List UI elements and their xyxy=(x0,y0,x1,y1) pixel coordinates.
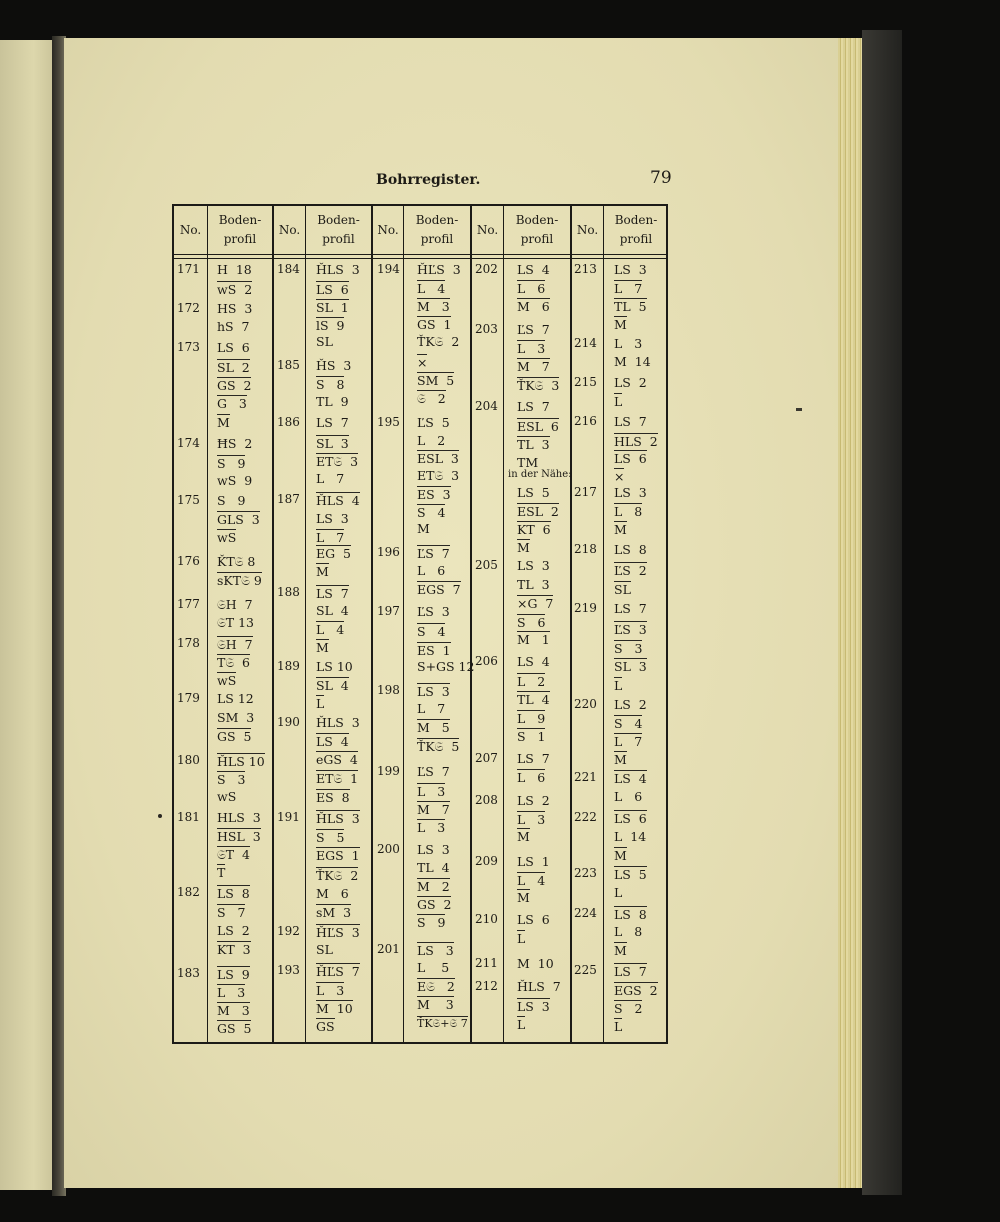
soil-profile-entry: ĽS 3 xyxy=(417,604,450,619)
soil-profile-entry: S 9 xyxy=(217,493,246,508)
boring-number: 220 xyxy=(574,697,597,711)
soil-profile-entry: GLS 3 xyxy=(217,512,260,527)
soil-profile-entry: S 3 xyxy=(614,641,643,656)
soil-profile-entry: L 6 xyxy=(417,563,446,578)
soil-profile-entry: M 10 xyxy=(316,1001,353,1016)
soil-profile-entry: E𝔖 2 xyxy=(417,979,455,994)
boring-number: 219 xyxy=(574,601,597,615)
soil-profile-entry: TL 9 xyxy=(316,394,349,409)
soil-profile-entry: T xyxy=(217,865,226,880)
column-divider xyxy=(570,206,572,1042)
margin-mark xyxy=(158,814,162,818)
soil-profile-entry: L xyxy=(517,1017,526,1032)
soil-profile-entry: GS 5 xyxy=(217,1021,252,1036)
soil-profile-entry: ESL 6 xyxy=(517,419,559,434)
boring-number: 208 xyxy=(475,793,498,807)
boring-number: 209 xyxy=(475,854,498,868)
soil-profile-entry: LS 6 xyxy=(614,811,647,826)
soil-profile-entry: sM 3 xyxy=(316,905,352,920)
soil-profile-entry: L xyxy=(614,885,623,900)
bohrregister-table xyxy=(172,204,668,1044)
boring-number: 224 xyxy=(574,906,597,920)
soil-profile-entry: L 6 xyxy=(614,789,643,804)
soil-profile-entry: ȞLS 4 xyxy=(316,493,360,508)
soil-profile-entry: M xyxy=(614,752,627,767)
boring-number: 172 xyxy=(177,301,200,315)
soil-profile-entry: L 7 xyxy=(614,281,643,296)
soil-profile-entry: ES 3 xyxy=(417,487,451,502)
soil-profile-entry: M xyxy=(316,640,329,655)
soil-profile-entry: L 7 xyxy=(316,530,345,545)
soil-profile-entry: M xyxy=(614,317,627,332)
soil-profile-entry: LS 2 xyxy=(614,375,647,390)
soil-profile-entry: EGS 2 xyxy=(614,983,658,998)
soil-profile-entry: L xyxy=(614,678,623,693)
boring-number: 214 xyxy=(574,336,597,350)
soil-profile-entry: L 3 xyxy=(517,812,546,827)
header-no: No. xyxy=(377,222,399,237)
soil-profile-entry: SM 3 xyxy=(217,710,255,725)
soil-profile-entry: L 7 xyxy=(417,701,446,716)
column-divider xyxy=(470,206,472,1042)
margin-mark xyxy=(796,408,802,411)
soil-profile-entry: M xyxy=(217,415,230,430)
soil-profile-entry: L 7 xyxy=(614,734,643,749)
soil-profile-entry: L 3 xyxy=(316,983,345,998)
boring-number: 196 xyxy=(377,545,400,559)
soil-profile-entry: M 7 xyxy=(417,802,450,817)
soil-profile-entry: S 4 xyxy=(417,624,446,639)
soil-profile-entry: S 4 xyxy=(417,505,446,520)
soil-profile-entry: M xyxy=(614,943,627,958)
soil-profile-entry: LS 7 xyxy=(316,415,349,430)
soil-profile-entry: LS 5 xyxy=(614,867,647,882)
header-profile: Boden- profil xyxy=(515,213,559,246)
soil-profile-entry: SL 4 xyxy=(316,603,349,618)
soil-profile-entry: ŤK𝔖 3 xyxy=(517,378,560,393)
soil-profile-entry: ĽS 5 xyxy=(417,415,450,430)
soil-profile-entry: LS 12 xyxy=(217,691,254,706)
boring-number: 210 xyxy=(475,912,498,926)
soil-profile-entry: L xyxy=(614,394,623,409)
soil-profile-entry: L xyxy=(614,1019,623,1034)
boring-number: 195 xyxy=(377,415,400,429)
soil-profile-entry: LS 6 xyxy=(614,451,647,466)
soil-profile-entry: L 6 xyxy=(517,281,546,296)
boring-number: 221 xyxy=(574,770,597,784)
soil-profile-entry: L 2 xyxy=(417,433,446,448)
soil-profile-entry: ET𝔖 3 xyxy=(316,454,359,469)
soil-profile-entry: wS 2 xyxy=(217,282,253,297)
soil-profile-entry: ȞLS 10 xyxy=(217,754,265,769)
soil-profile-entry: ȞĽS 3 xyxy=(316,925,360,940)
soil-profile-entry: eGS 4 xyxy=(316,752,358,767)
soil-profile-entry: S 7 xyxy=(217,905,246,920)
soil-profile-entry: ĽS 3 xyxy=(614,622,647,637)
soil-profile-entry: SL xyxy=(316,942,333,957)
soil-profile-entry: LS 7 xyxy=(316,586,349,601)
soil-profile-entry: LS 2 xyxy=(517,793,550,808)
boring-number: 187 xyxy=(277,492,300,506)
boring-number: 207 xyxy=(475,751,498,765)
soil-profile-entry: GS 2 xyxy=(217,378,252,393)
soil-profile-entry: M 6 xyxy=(517,299,550,314)
soil-profile-entry: LS 6 xyxy=(517,912,550,927)
soil-profile-entry: L 7 xyxy=(316,471,345,486)
soil-profile-entry: ET𝔖 3 xyxy=(417,468,460,483)
boring-number: 211 xyxy=(475,956,498,970)
boring-number: 218 xyxy=(574,542,597,556)
boring-number: 206 xyxy=(475,654,498,668)
soil-profile-entry: 𝔖T 4 xyxy=(217,847,251,862)
boring-number: 199 xyxy=(377,764,400,778)
boring-number: 201 xyxy=(377,942,400,956)
soil-profile-entry: ȞĽS 3 xyxy=(417,262,461,277)
column-divider xyxy=(305,206,306,1042)
soil-profile-entry: M xyxy=(614,522,627,537)
boring-number: 215 xyxy=(574,375,597,389)
boring-number: 191 xyxy=(277,810,300,824)
soil-profile-entry: EGS 1 xyxy=(316,848,360,863)
soil-profile-entry: ŤK𝔖 2 xyxy=(316,868,359,883)
soil-profile-entry: S 3 xyxy=(217,772,246,787)
soil-profile-entry: SL 1 xyxy=(316,300,349,315)
soil-profile-entry: L 3 xyxy=(517,341,546,356)
soil-profile-entry: ×G 7 xyxy=(517,596,554,611)
soil-profile-entry: L 3 xyxy=(417,784,446,799)
soil-profile-entry: LS 7 xyxy=(614,964,647,979)
soil-profile-entry: LS 7 xyxy=(614,601,647,616)
left-page-edge xyxy=(0,40,56,1190)
soil-profile-entry: S 4 xyxy=(614,716,643,731)
boring-number: 183 xyxy=(177,966,200,980)
soil-profile-entry: S 2 xyxy=(614,1001,643,1016)
soil-profile-entry: G 3 xyxy=(217,396,247,411)
soil-profile-entry: ŤK𝔖+𝔖 7 xyxy=(417,1017,468,1030)
soil-profile-entry: HSL 3 xyxy=(217,829,261,844)
soil-profile-entry: TL 5 xyxy=(614,299,647,314)
header-no: No. xyxy=(179,222,202,237)
soil-profile-entry: LS 6 xyxy=(316,282,349,297)
soil-profile-entry: ĽS 7 xyxy=(417,764,450,779)
soil-profile-entry: LS 3 xyxy=(417,842,450,857)
boring-number: 193 xyxy=(277,963,300,977)
soil-profile-entry: LS 4 xyxy=(614,771,647,786)
boring-number: 203 xyxy=(475,322,498,336)
boring-number: 217 xyxy=(574,485,597,499)
soil-profile-entry: L 9 xyxy=(517,711,546,726)
soil-profile-entry: ȞS 3 xyxy=(316,358,352,373)
soil-profile-entry: LS 4 xyxy=(316,734,349,749)
column-divider xyxy=(207,206,208,1042)
near-label: in der Nähe: xyxy=(508,469,572,480)
column-divider xyxy=(603,206,604,1042)
boring-number: 182 xyxy=(177,885,200,899)
soil-profile-entry: L 8 xyxy=(614,504,643,519)
soil-profile-entry: sKT𝔖 9 xyxy=(217,573,262,588)
boring-number: 181 xyxy=(177,810,200,824)
soil-profile-entry: H 18 xyxy=(217,262,252,277)
soil-profile-entry: M xyxy=(417,521,430,536)
soil-profile-entry: M xyxy=(517,890,530,905)
column-divider xyxy=(503,206,504,1042)
soil-profile-entry: M 1 xyxy=(517,632,550,647)
soil-profile-entry: wS xyxy=(217,673,237,688)
boring-number: 190 xyxy=(277,715,300,729)
soil-profile-entry: ȞLS 3 xyxy=(316,811,360,826)
soil-profile-entry: LS 8 xyxy=(614,907,647,922)
soil-profile-entry: ES 1 xyxy=(417,643,451,658)
soil-profile-entry: HLS 3 xyxy=(217,810,261,825)
soil-profile-entry: L 3 xyxy=(417,820,446,835)
soil-profile-entry: L xyxy=(517,931,526,946)
soil-profile-entry: hS 7 xyxy=(217,319,250,334)
soil-profile-entry: S+GS 12 xyxy=(417,659,475,674)
soil-profile-entry: ȞĽS 7 xyxy=(316,964,360,979)
soil-profile-entry: KT 3 xyxy=(217,942,251,957)
soil-profile-entry: SL 4 xyxy=(316,678,349,693)
soil-profile-entry: M 10 xyxy=(517,956,554,971)
soil-profile-entry: L 5 xyxy=(417,960,450,975)
soil-profile-entry: wS xyxy=(217,789,237,804)
soil-profile-entry: 𝔖T 13 xyxy=(217,615,254,630)
soil-profile-entry: L 3 xyxy=(614,336,643,351)
soil-profile-entry: ET𝔖 1 xyxy=(316,771,359,786)
boring-number: 179 xyxy=(177,691,200,705)
soil-profile-entry: LS 6 xyxy=(217,340,250,355)
soil-profile-entry: TL 3 xyxy=(517,437,550,452)
soil-profile-entry: EG 5 xyxy=(316,546,352,561)
soil-profile-entry: M 3 xyxy=(217,1003,250,1018)
boring-number: 223 xyxy=(574,866,597,880)
boring-number: 186 xyxy=(277,415,300,429)
soil-profile-entry: ESL 3 xyxy=(417,451,459,466)
soil-profile-entry: ĽS 7 xyxy=(517,322,550,337)
soil-profile-entry: M 14 xyxy=(614,354,651,369)
soil-profile-entry: M xyxy=(316,564,329,579)
boring-number: 192 xyxy=(277,924,300,938)
soil-profile-entry: LS 1 xyxy=(517,854,550,869)
soil-profile-entry: HS 3 xyxy=(217,301,253,316)
boring-number: 194 xyxy=(377,262,400,276)
header-rule xyxy=(174,254,666,259)
soil-profile-entry: LS 7 xyxy=(517,399,550,414)
soil-profile-entry: ȞLS 7 xyxy=(517,979,561,994)
page-number: 79 xyxy=(650,168,672,188)
soil-profile-entry: lS 9 xyxy=(316,318,345,333)
soil-profile-entry: ESL 2 xyxy=(517,504,559,519)
header-profile: Boden- profil xyxy=(317,213,360,246)
soil-profile-entry: LS 3 xyxy=(417,684,450,699)
boring-number: 188 xyxy=(277,585,300,599)
soil-profile-entry: LS 9 xyxy=(217,967,250,982)
soil-profile-entry: M 3 xyxy=(417,299,450,314)
soil-profile-entry: S 9 xyxy=(217,456,246,471)
boring-number: 185 xyxy=(277,358,300,372)
soil-profile-entry: TM xyxy=(517,455,539,470)
running-header: Bohrregister. xyxy=(376,172,481,188)
soil-profile-entry: L 6 xyxy=(517,770,546,785)
soil-profile-entry: LS 3 xyxy=(614,262,647,277)
soil-profile-entry: LS 8 xyxy=(217,886,250,901)
soil-profile-entry: ĽS 7 xyxy=(417,546,450,561)
soil-profile-entry: LS 4 xyxy=(517,262,550,277)
soil-profile-entry: GS 2 xyxy=(417,897,452,912)
soil-profile-entry: L 14 xyxy=(614,829,647,844)
book-cover-edge xyxy=(862,30,902,1195)
boring-number: 178 xyxy=(177,636,200,650)
soil-profile-entry: LS 2 xyxy=(614,697,647,712)
boring-number: 174 xyxy=(177,436,200,450)
boring-number: 175 xyxy=(177,493,200,507)
boring-number: 180 xyxy=(177,753,200,767)
soil-profile-entry: S 1 xyxy=(517,729,546,744)
soil-profile-entry: L 4 xyxy=(417,281,446,296)
soil-profile-entry: M 2 xyxy=(417,879,450,894)
soil-profile-entry: 𝔖H 7 xyxy=(217,637,253,652)
soil-profile-entry: LS 7 xyxy=(517,751,550,766)
boring-number: 184 xyxy=(277,262,300,276)
boring-number: 197 xyxy=(377,604,400,618)
boring-number: 176 xyxy=(177,554,200,568)
boring-number: 177 xyxy=(177,597,200,611)
boring-number: 171 xyxy=(177,262,200,276)
soil-profile-entry: 𝔖 2 xyxy=(417,391,446,406)
soil-profile-entry: wS xyxy=(217,530,237,545)
soil-profile-entry: S 5 xyxy=(316,830,345,845)
soil-profile-entry: ĦS 2 xyxy=(217,436,253,451)
soil-profile-entry: ȞLS 3 xyxy=(316,262,360,277)
page-edges xyxy=(838,38,864,1188)
soil-profile-entry: SL 3 xyxy=(614,659,647,674)
soil-profile-entry: ȞLS 3 xyxy=(316,715,360,730)
soil-profile-entry: LS 3 xyxy=(517,558,550,573)
soil-profile-entry: M xyxy=(517,540,530,555)
soil-profile-entry: LS 8 xyxy=(614,542,647,557)
boring-number: 198 xyxy=(377,683,400,697)
boring-number: 216 xyxy=(574,414,597,428)
soil-profile-entry: LS 10 xyxy=(316,659,353,674)
soil-profile-entry: L xyxy=(316,696,325,711)
soil-profile-entry: LS 5 xyxy=(517,485,550,500)
soil-profile-entry: SL xyxy=(614,582,631,597)
soil-profile-entry: LS 7 xyxy=(614,414,647,429)
soil-profile-entry: T𝔖 6 xyxy=(217,655,251,670)
soil-profile-entry: GS 1 xyxy=(417,317,452,332)
boring-number: 173 xyxy=(177,340,200,354)
boring-number: 222 xyxy=(574,810,597,824)
soil-profile-entry: ĽS 2 xyxy=(614,563,647,578)
header-no: No. xyxy=(476,222,499,237)
boring-number: 213 xyxy=(574,262,597,276)
column-divider xyxy=(403,206,404,1042)
soil-profile-entry: S 6 xyxy=(517,615,546,630)
soil-profile-entry: LS 3 xyxy=(316,511,349,526)
boring-number: 202 xyxy=(475,262,498,276)
soil-profile-entry: EGS 7 xyxy=(417,582,461,597)
soil-profile-entry: ES 8 xyxy=(316,790,350,805)
soil-profile-entry: × xyxy=(417,355,428,370)
soil-profile-entry: wS 9 xyxy=(217,473,253,488)
column-divider xyxy=(272,206,274,1042)
soil-profile-entry: M 5 xyxy=(417,720,450,735)
soil-profile-entry: M 3 xyxy=(417,997,454,1012)
soil-profile-entry: L 3 xyxy=(217,985,246,1000)
soil-profile-entry: ŤK𝔖 2 xyxy=(417,334,460,349)
soil-profile-entry: S 9 xyxy=(417,915,446,930)
soil-profile-entry: SM 5 xyxy=(417,373,455,388)
soil-profile-entry: M xyxy=(517,829,530,844)
header-profile: Boden- profil xyxy=(218,213,262,246)
boring-number: 200 xyxy=(377,842,400,856)
boring-number: 212 xyxy=(475,979,498,993)
soil-profile-entry: KT 6 xyxy=(517,522,551,537)
boring-number: 189 xyxy=(277,659,300,673)
header-profile: Boden- profil xyxy=(415,213,459,246)
soil-profile-entry: L 4 xyxy=(517,873,546,888)
soil-profile-entry: × xyxy=(614,469,625,484)
soil-profile-entry: ǨT𝔖 8 xyxy=(217,554,256,569)
soil-profile-entry: GS xyxy=(316,1019,335,1034)
soil-profile-entry: ŤK𝔖 5 xyxy=(417,739,460,754)
soil-profile-entry: M 6 xyxy=(316,886,349,901)
soil-profile-entry: LS 3 xyxy=(417,943,454,958)
boring-number: 225 xyxy=(574,963,597,977)
soil-profile-entry: TL 4 xyxy=(417,860,450,875)
soil-profile-entry: TL 4 xyxy=(517,692,550,707)
soil-profile-entry: L 8 xyxy=(614,924,643,939)
header-no: No. xyxy=(278,222,301,237)
soil-profile-entry: GS 5 xyxy=(217,729,252,744)
soil-profile-entry: S 8 xyxy=(316,377,345,392)
soil-profile-entry: LS 3 xyxy=(614,485,647,500)
soil-profile-entry: LS 2 xyxy=(217,923,250,938)
soil-profile-entry: L 2 xyxy=(517,674,546,689)
soil-profile-entry: 𝔖H 7 xyxy=(217,597,253,612)
soil-profile-entry: HLS 2 xyxy=(614,434,658,449)
soil-profile-entry: SL 3 xyxy=(316,436,349,451)
soil-profile-entry: SL 2 xyxy=(217,360,250,375)
header-profile: Boden- profil xyxy=(614,213,658,246)
column-divider xyxy=(371,206,373,1042)
boring-number: 204 xyxy=(475,399,498,413)
soil-profile-entry: M xyxy=(614,848,627,863)
soil-profile-entry: TL 3 xyxy=(517,577,550,592)
header-no: No. xyxy=(576,222,599,237)
soil-profile-entry: LS 3 xyxy=(517,999,550,1014)
boring-number: 205 xyxy=(475,558,498,572)
soil-profile-entry: M 7 xyxy=(517,359,550,374)
soil-profile-entry: L 4 xyxy=(316,622,345,637)
soil-profile-entry: SL xyxy=(316,334,333,349)
soil-profile-entry: LS 4 xyxy=(517,654,550,669)
